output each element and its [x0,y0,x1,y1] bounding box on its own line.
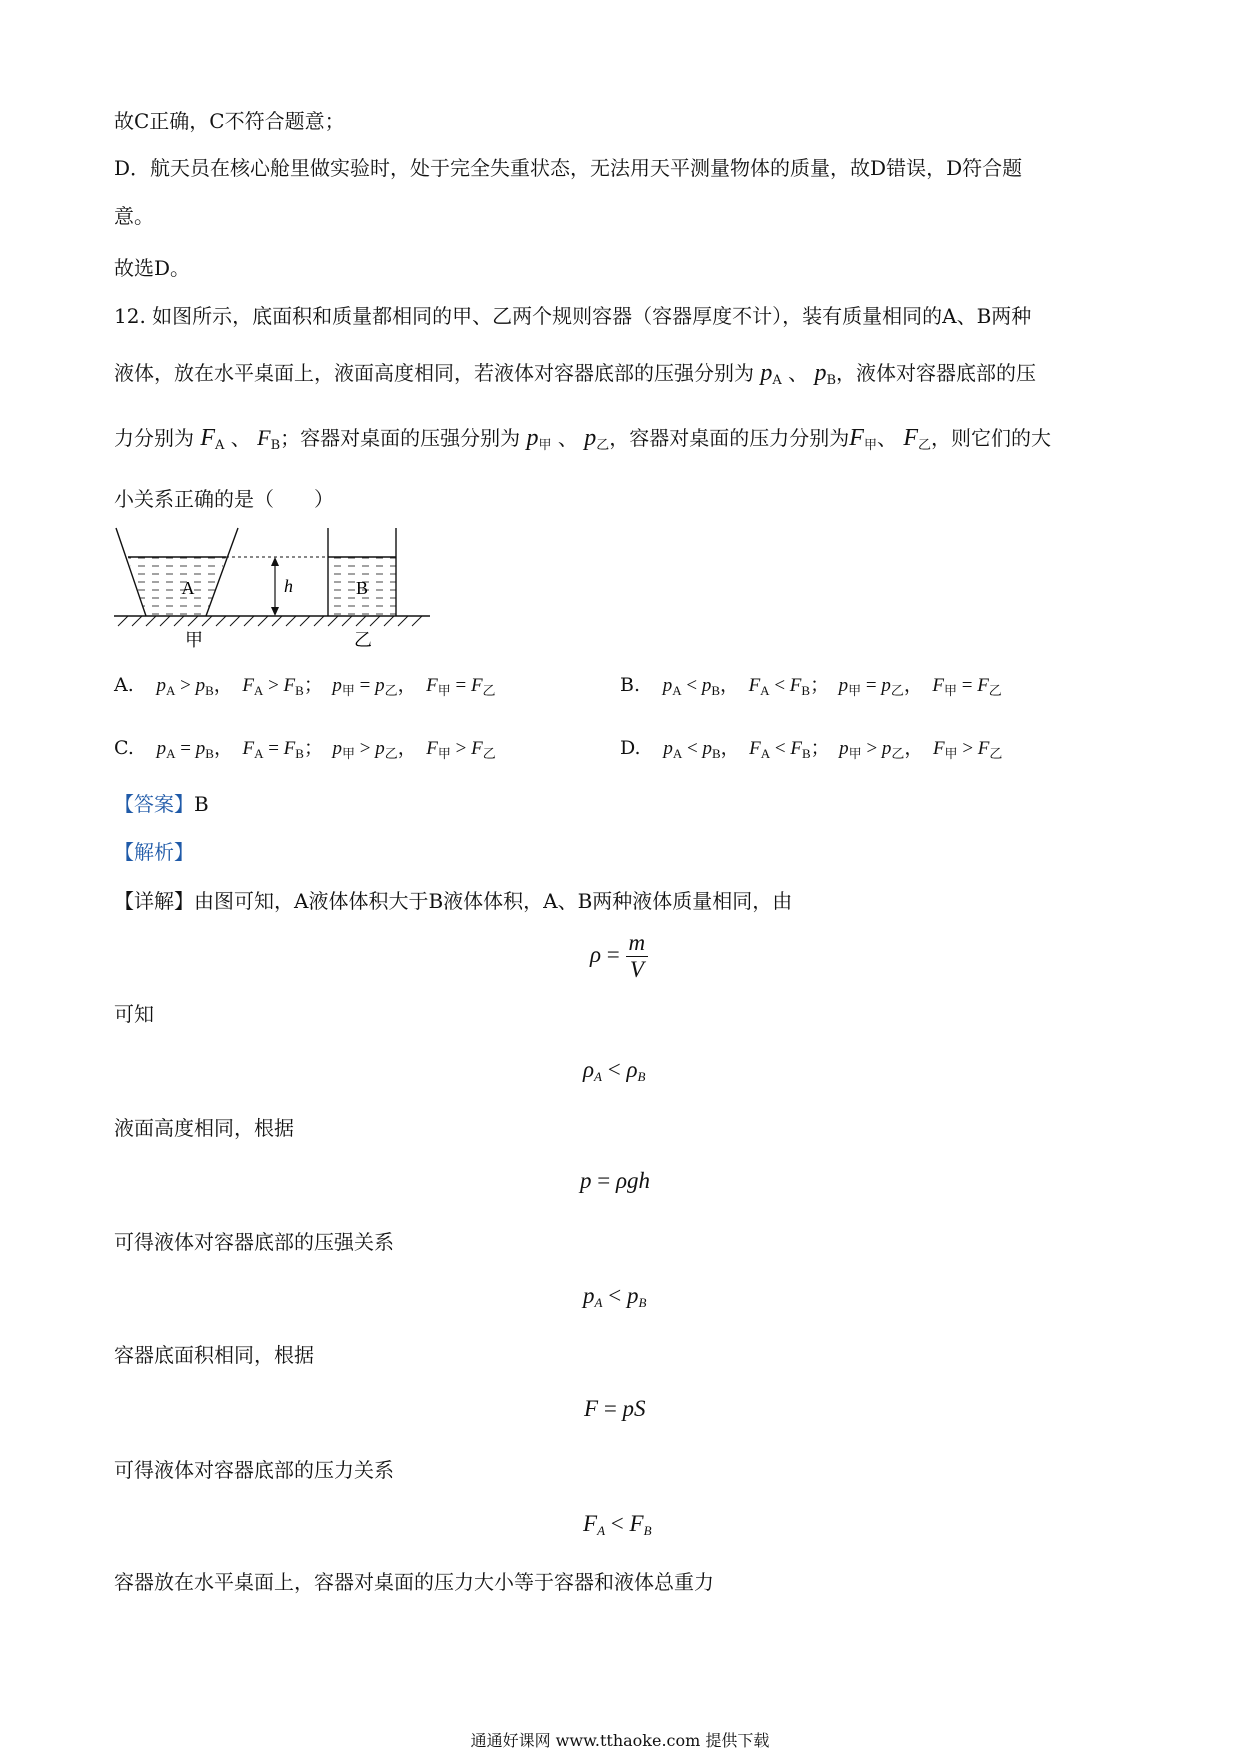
option-b[interactable]: B. $p_A < p_B$， $F_A < F_B$； $p_甲 = p_乙$， $F_甲 = F_乙$ [620,674,1002,698]
step-text: 容器放在水平桌面上，容器对桌面的压力大小等于容器和液体总重力 [114,1570,714,1594]
analysis-line [114,838,194,866]
force-compare: $F_A < F_B$ [583,1511,652,1538]
text-line: 故选D。 [114,256,191,280]
answer-value: B [194,792,209,816]
detail-text: 由图可知，A液体体积大于B液体体积，A、B两种液体质量相同，由 [194,889,793,913]
option-a[interactable]: A. $p_A > p_B$， $F_A > F_B$； $p_甲 = p_乙$， $F_甲 = F_乙$ [114,674,496,698]
step-text: 可知 [114,1002,154,1026]
option-d[interactable]: D. $p_A < p_B$， $F_A < F_B$； $p_甲 > p_乙$， $F_甲 > F_乙$ [620,737,1003,761]
step-text: 可得液体对容器底部的压力关系 [114,1458,394,1482]
analysis-tag: 【解析】 [114,840,194,864]
page-footer: 通通好课网 www.tthaoke.com 提供下载 [470,1731,770,1750]
detail-tag: 【详解】 [114,889,194,913]
text-line: D．航天员在核心舱里做实验时，处于完全失重状态，无法用天平测量物体的质量，故D错误，D符合题 [114,156,1023,180]
option-c[interactable]: C. $p_A = p_B$， $F_A = F_B$； $p_甲 > p_乙$， $F_甲 > F_乙$ [114,737,496,761]
label-jia: 甲 [185,630,203,651]
density-compare: $\rho_A < \rho_B$ [583,1057,646,1084]
question-stem: 力分别为 $F_A$ 、 $F_B$；容器对桌面的压强分别为 $p_甲$ 、 $p_乙$，容器对桌面的压力分别为$F_甲$、 $F_乙$，则它们的大 [114,425,1051,453]
answer-line [114,790,209,818]
pressure-compare: $p_A < p_B$ [583,1283,647,1310]
text-line: 故C正确，C不符合题意； [114,109,345,133]
pressure-formula: p = ρgh [580,1168,651,1193]
label-b: B [355,578,369,598]
question-stem: 液体，放在水平桌面上，液面高度相同，若液体对容器底部的压强分别为 $p_A$ 、 $p_B$，液体对容器底部的压 [114,360,1037,388]
answer-tag: 【答案】 [114,792,194,816]
step-text: 液面高度相同，根据 [114,1116,294,1140]
containers-figure [108,522,438,652]
step-text: 容器底面积相同，根据 [114,1343,314,1367]
question-stem: 小关系正确的是（ ） [114,487,334,511]
density-formula: ρ = $\frac{m}{V}$ [590,930,648,983]
detail-line [114,887,792,915]
label-a: A [181,578,195,598]
text-line: 意。 [114,204,154,228]
label-h: h [284,576,293,596]
force-formula: F = pS [584,1396,646,1421]
label-yi: 乙 [354,630,372,651]
step-text: 可得液体对容器底部的压强关系 [114,1230,394,1254]
question-stem: 12. 如图所示，底面积和质量都相同的甲、乙两个规则容器（容器厚度不计），装有质量相同的A、B两种 [114,304,1032,328]
